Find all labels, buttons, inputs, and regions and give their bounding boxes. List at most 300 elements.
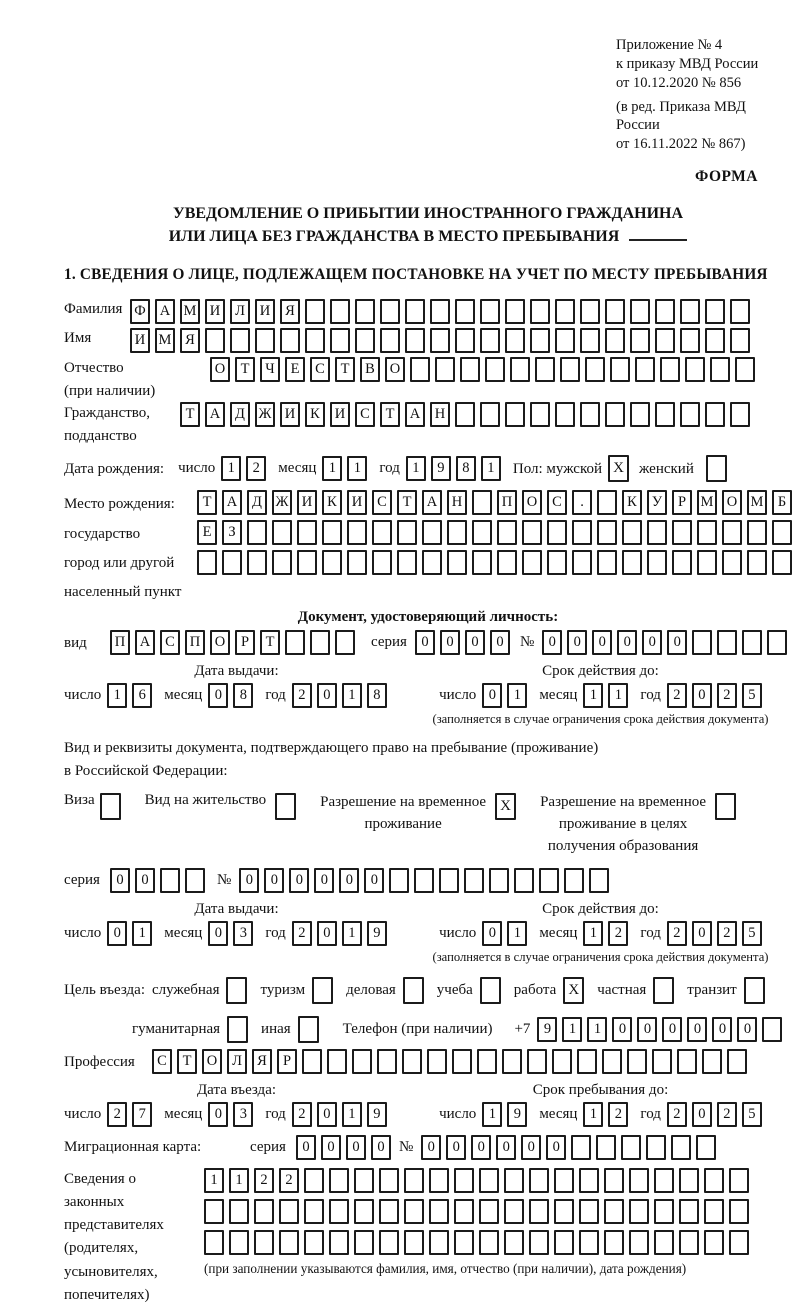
valid-month-cell[interactable]: 1 <box>583 683 603 708</box>
r-valid-year-cell[interactable]: 0 <box>692 921 712 946</box>
representatives-cell[interactable] <box>704 1168 724 1193</box>
stay-month-cell[interactable]: 1 <box>583 1102 603 1127</box>
doc-kind-cell[interactable]: С <box>160 630 180 655</box>
r-valid-year-cell[interactable]: 2 <box>667 921 687 946</box>
birthplace-cell[interactable] <box>522 550 542 575</box>
birthplace-cell[interactable] <box>272 550 292 575</box>
birthplace-cell[interactable] <box>247 520 267 545</box>
representatives-cell[interactable] <box>329 1168 349 1193</box>
birthplace-cell[interactable] <box>622 550 642 575</box>
firstname-cell[interactable] <box>430 328 450 353</box>
representatives-cell[interactable] <box>329 1199 349 1224</box>
doc-number-cell[interactable] <box>742 630 762 655</box>
representatives-cell[interactable] <box>229 1230 249 1255</box>
birthplace-cell[interactable] <box>397 520 417 545</box>
purpose-work-checkbox[interactable]: X <box>563 977 584 1004</box>
citizenship-cell[interactable] <box>480 402 500 427</box>
profession-cell[interactable] <box>627 1049 647 1074</box>
migration-number-cell[interactable]: 0 <box>521 1135 541 1160</box>
birthplace-cell[interactable]: О <box>522 490 542 515</box>
profession-cell[interactable] <box>477 1049 497 1074</box>
representatives-cell[interactable]: 2 <box>279 1168 299 1193</box>
birthplace-cell[interactable]: Ж <box>272 490 292 515</box>
representatives-cell[interactable] <box>579 1230 599 1255</box>
residence-number-cell[interactable] <box>414 868 434 893</box>
residence-number-cell[interactable]: 0 <box>239 868 259 893</box>
birthplace-cell[interactable] <box>697 550 717 575</box>
firstname-cell[interactable] <box>355 328 375 353</box>
birthplace-cell[interactable] <box>697 520 717 545</box>
representatives-cell[interactable] <box>654 1168 674 1193</box>
profession-cell[interactable]: С <box>152 1049 172 1074</box>
entry-year-cell[interactable]: 2 <box>292 1102 312 1127</box>
firstname-cell[interactable] <box>580 328 600 353</box>
profession-cell[interactable]: Л <box>227 1049 247 1074</box>
phone-digit-cell[interactable] <box>762 1017 782 1042</box>
birthplace-cell[interactable]: М <box>747 490 767 515</box>
representatives-cell[interactable] <box>354 1168 374 1193</box>
r-issued-year-cell[interactable]: 0 <box>317 921 337 946</box>
firstname-cell[interactable] <box>680 328 700 353</box>
purpose-official-checkbox[interactable] <box>226 977 247 1004</box>
firstname-cell[interactable] <box>455 328 475 353</box>
phone-digit-cell[interactable]: 0 <box>737 1017 757 1042</box>
surname-cell[interactable] <box>730 299 750 324</box>
birthplace-cell[interactable]: К <box>322 490 342 515</box>
profession-cell[interactable] <box>427 1049 447 1074</box>
doc-kind-cell[interactable]: Т <box>260 630 280 655</box>
representatives-cell[interactable] <box>604 1199 624 1224</box>
residence-number-cell[interactable]: 0 <box>364 868 384 893</box>
r-issued-month-cell[interactable]: 0 <box>208 921 228 946</box>
representatives-cell[interactable] <box>254 1230 274 1255</box>
representatives-cell[interactable] <box>479 1230 499 1255</box>
citizenship-cell[interactable] <box>705 402 725 427</box>
representatives-cell[interactable] <box>529 1199 549 1224</box>
representatives-cell[interactable] <box>729 1230 749 1255</box>
valid-month-cell[interactable]: 1 <box>608 683 628 708</box>
r-valid-day-cell[interactable]: 0 <box>482 921 502 946</box>
birthplace-cell[interactable] <box>747 520 767 545</box>
birthplace-cell[interactable]: Т <box>397 490 417 515</box>
citizenship-cell[interactable] <box>680 402 700 427</box>
surname-cell[interactable] <box>480 299 500 324</box>
birthplace-cell[interactable] <box>672 550 692 575</box>
firstname-cell[interactable]: Я <box>180 328 200 353</box>
citizenship-cell[interactable]: К <box>305 402 325 427</box>
purpose-study-checkbox[interactable] <box>480 977 501 1004</box>
birthplace-cell[interactable]: З <box>222 520 242 545</box>
migration-number-cell[interactable] <box>646 1135 666 1160</box>
birthplace-cell[interactable] <box>722 520 742 545</box>
doc-series-cell[interactable]: 0 <box>415 630 435 655</box>
patronymic-cell[interactable]: В <box>360 357 380 382</box>
birthplace-cell[interactable] <box>447 520 467 545</box>
profession-cell[interactable] <box>702 1049 722 1074</box>
doc-number-cell[interactable]: 0 <box>592 630 612 655</box>
representatives-cell[interactable] <box>479 1199 499 1224</box>
firstname-cell[interactable] <box>280 328 300 353</box>
phone-digit-cell[interactable]: 1 <box>562 1017 582 1042</box>
surname-cell[interactable] <box>430 299 450 324</box>
doc-kind-cell[interactable]: П <box>110 630 130 655</box>
birthplace-cell[interactable] <box>347 550 367 575</box>
valid-year-cell[interactable]: 0 <box>692 683 712 708</box>
birth-year-cell[interactable]: 9 <box>431 456 451 481</box>
birthplace-cell[interactable] <box>622 520 642 545</box>
valid-day-cell[interactable]: 1 <box>507 683 527 708</box>
citizenship-cell[interactable] <box>655 402 675 427</box>
migration-series-cell[interactable]: 0 <box>346 1135 366 1160</box>
profession-cell[interactable]: О <box>202 1049 222 1074</box>
representatives-cell[interactable] <box>529 1168 549 1193</box>
firstname-cell[interactable] <box>730 328 750 353</box>
representatives-cell[interactable] <box>579 1199 599 1224</box>
residence-number-cell[interactable]: 0 <box>339 868 359 893</box>
patronymic-cell[interactable] <box>685 357 705 382</box>
patronymic-cell[interactable]: Ч <box>260 357 280 382</box>
issued-day-cell[interactable]: 1 <box>107 683 127 708</box>
surname-cell[interactable] <box>305 299 325 324</box>
doc-kind-cell[interactable]: Р <box>235 630 255 655</box>
issued-year-cell[interactable]: 1 <box>342 683 362 708</box>
residence-number-cell[interactable] <box>589 868 609 893</box>
doc-kind-cell[interactable] <box>285 630 305 655</box>
phone-digit-cell[interactable]: 0 <box>612 1017 632 1042</box>
profession-cell[interactable] <box>552 1049 572 1074</box>
residence-series-cell[interactable]: 0 <box>135 868 155 893</box>
purpose-tourism-checkbox[interactable] <box>312 977 333 1004</box>
firstname-cell[interactable] <box>555 328 575 353</box>
patronymic-cell[interactable] <box>435 357 455 382</box>
patronymic-cell[interactable] <box>735 357 755 382</box>
birthplace-cell[interactable] <box>497 550 517 575</box>
representatives-cell[interactable] <box>354 1199 374 1224</box>
patronymic-cell[interactable] <box>410 357 430 382</box>
citizenship-cell[interactable]: Н <box>430 402 450 427</box>
surname-cell[interactable] <box>455 299 475 324</box>
surname-cell[interactable] <box>630 299 650 324</box>
phone-digit-cell[interactable]: 0 <box>662 1017 682 1042</box>
birthplace-cell[interactable]: И <box>297 490 317 515</box>
issued-month-cell[interactable]: 0 <box>208 683 228 708</box>
representatives-cell[interactable] <box>429 1199 449 1224</box>
residence-number-cell[interactable]: 0 <box>314 868 334 893</box>
r-valid-month-cell[interactable]: 1 <box>583 921 603 946</box>
profession-cell[interactable] <box>577 1049 597 1074</box>
surname-cell[interactable] <box>655 299 675 324</box>
temp-residence-checkbox[interactable]: X <box>495 793 516 820</box>
birthplace-cell[interactable] <box>497 520 517 545</box>
residence-number-cell[interactable] <box>389 868 409 893</box>
surname-cell[interactable] <box>330 299 350 324</box>
profession-cell[interactable]: Р <box>277 1049 297 1074</box>
migration-number-cell[interactable]: 0 <box>421 1135 441 1160</box>
representatives-cell[interactable] <box>504 1230 524 1255</box>
representatives-cell[interactable] <box>704 1199 724 1224</box>
birthplace-cell[interactable] <box>472 520 492 545</box>
birthplace-cell[interactable]: Т <box>197 490 217 515</box>
surname-cell[interactable] <box>555 299 575 324</box>
birthplace-cell[interactable] <box>522 520 542 545</box>
representatives-cell[interactable] <box>454 1168 474 1193</box>
doc-number-cell[interactable] <box>692 630 712 655</box>
migration-number-cell[interactable] <box>571 1135 591 1160</box>
phone-digit-cell[interactable]: 0 <box>637 1017 657 1042</box>
representatives-cell[interactable] <box>204 1230 224 1255</box>
entry-month-cell[interactable]: 0 <box>208 1102 228 1127</box>
birthplace-cell[interactable] <box>597 490 617 515</box>
citizenship-cell[interactable] <box>605 402 625 427</box>
profession-cell[interactable] <box>452 1049 472 1074</box>
birthplace-cell[interactable] <box>597 550 617 575</box>
r-issued-year-cell[interactable]: 9 <box>367 921 387 946</box>
patronymic-cell[interactable] <box>585 357 605 382</box>
birthplace-cell[interactable] <box>472 490 492 515</box>
citizenship-cell[interactable] <box>505 402 525 427</box>
surname-cell[interactable]: И <box>255 299 275 324</box>
firstname-cell[interactable] <box>630 328 650 353</box>
surname-cell[interactable]: Я <box>280 299 300 324</box>
representatives-cell[interactable] <box>554 1230 574 1255</box>
birthplace-cell[interactable] <box>297 520 317 545</box>
birthplace-cell[interactable]: А <box>422 490 442 515</box>
representatives-cell[interactable] <box>504 1199 524 1224</box>
profession-cell[interactable] <box>502 1049 522 1074</box>
residence-number-cell[interactable]: 0 <box>289 868 309 893</box>
representatives-cell[interactable] <box>229 1199 249 1224</box>
birthplace-cell[interactable]: Е <box>197 520 217 545</box>
patronymic-cell[interactable] <box>460 357 480 382</box>
birthplace-cell[interactable] <box>272 520 292 545</box>
citizenship-cell[interactable] <box>455 402 475 427</box>
profession-cell[interactable] <box>352 1049 372 1074</box>
residence-series-cell[interactable]: 0 <box>110 868 130 893</box>
birth-month-cell[interactable]: 1 <box>347 456 367 481</box>
stay-month-cell[interactable]: 2 <box>608 1102 628 1127</box>
birthplace-cell[interactable]: К <box>622 490 642 515</box>
entry-day-cell[interactable]: 7 <box>132 1102 152 1127</box>
entry-day-cell[interactable]: 2 <box>107 1102 127 1127</box>
doc-number-cell[interactable]: 0 <box>667 630 687 655</box>
patronymic-cell[interactable]: Е <box>285 357 305 382</box>
birth-day-cell[interactable]: 2 <box>246 456 266 481</box>
birthplace-cell[interactable] <box>722 550 742 575</box>
representatives-cell[interactable] <box>729 1168 749 1193</box>
surname-cell[interactable]: А <box>155 299 175 324</box>
birthplace-cell[interactable] <box>647 550 667 575</box>
birthplace-cell[interactable] <box>322 520 342 545</box>
residence-number-cell[interactable] <box>439 868 459 893</box>
citizenship-cell[interactable] <box>630 402 650 427</box>
r-issued-year-cell[interactable]: 1 <box>342 921 362 946</box>
issued-year-cell[interactable]: 8 <box>367 683 387 708</box>
representatives-cell[interactable] <box>429 1230 449 1255</box>
patronymic-cell[interactable]: Т <box>335 357 355 382</box>
migration-series-cell[interactable]: 0 <box>321 1135 341 1160</box>
representatives-cell[interactable] <box>629 1199 649 1224</box>
representatives-cell[interactable] <box>454 1199 474 1224</box>
surname-cell[interactable] <box>530 299 550 324</box>
firstname-cell[interactable] <box>380 328 400 353</box>
residence-number-cell[interactable] <box>564 868 584 893</box>
r-valid-day-cell[interactable]: 1 <box>507 921 527 946</box>
residence-series-cell[interactable] <box>185 868 205 893</box>
firstname-cell[interactable] <box>655 328 675 353</box>
birthplace-cell[interactable] <box>647 520 667 545</box>
representatives-cell[interactable] <box>379 1199 399 1224</box>
birthplace-cell[interactable]: С <box>372 490 392 515</box>
birth-month-cell[interactable]: 1 <box>322 456 342 481</box>
stay-year-cell[interactable]: 2 <box>667 1102 687 1127</box>
doc-number-cell[interactable] <box>717 630 737 655</box>
doc-kind-cell[interactable]: П <box>185 630 205 655</box>
representatives-cell[interactable] <box>379 1230 399 1255</box>
citizenship-cell[interactable] <box>555 402 575 427</box>
birthplace-cell[interactable] <box>772 520 792 545</box>
residence-number-cell[interactable]: 0 <box>264 868 284 893</box>
representatives-cell[interactable] <box>679 1199 699 1224</box>
sex-female-checkbox[interactable] <box>706 455 727 482</box>
birthplace-cell[interactable] <box>322 550 342 575</box>
doc-kind-cell[interactable] <box>335 630 355 655</box>
entry-month-cell[interactable]: 3 <box>233 1102 253 1127</box>
representatives-cell[interactable] <box>729 1199 749 1224</box>
issued-day-cell[interactable]: 6 <box>132 683 152 708</box>
edu-residence-checkbox[interactable] <box>715 793 736 820</box>
valid-day-cell[interactable]: 0 <box>482 683 502 708</box>
surname-cell[interactable]: Ф <box>130 299 150 324</box>
purpose-other-checkbox[interactable] <box>298 1016 319 1043</box>
representatives-cell[interactable] <box>304 1168 324 1193</box>
surname-cell[interactable] <box>505 299 525 324</box>
r-issued-day-cell[interactable]: 1 <box>132 921 152 946</box>
profession-cell[interactable] <box>402 1049 422 1074</box>
patronymic-cell[interactable]: С <box>310 357 330 382</box>
surname-cell[interactable] <box>580 299 600 324</box>
doc-kind-cell[interactable] <box>310 630 330 655</box>
doc-number-cell[interactable]: 0 <box>617 630 637 655</box>
firstname-cell[interactable] <box>705 328 725 353</box>
firstname-cell[interactable]: М <box>155 328 175 353</box>
r-issued-year-cell[interactable]: 2 <box>292 921 312 946</box>
surname-cell[interactable] <box>380 299 400 324</box>
residence-series-cell[interactable] <box>160 868 180 893</box>
birthplace-cell[interactable] <box>772 550 792 575</box>
phone-digit-cell[interactable]: 1 <box>587 1017 607 1042</box>
r-valid-month-cell[interactable]: 2 <box>608 921 628 946</box>
birthplace-cell[interactable] <box>547 550 567 575</box>
phone-digit-cell[interactable]: 0 <box>687 1017 707 1042</box>
birthplace-cell[interactable]: Р <box>672 490 692 515</box>
birthplace-cell[interactable] <box>222 550 242 575</box>
citizenship-cell[interactable] <box>730 402 750 427</box>
valid-year-cell[interactable]: 2 <box>667 683 687 708</box>
birth-day-cell[interactable]: 1 <box>221 456 241 481</box>
migration-number-cell[interactable]: 0 <box>496 1135 516 1160</box>
birthplace-cell[interactable] <box>372 550 392 575</box>
birthplace-cell[interactable] <box>372 520 392 545</box>
representatives-cell[interactable] <box>604 1230 624 1255</box>
firstname-cell[interactable] <box>305 328 325 353</box>
firstname-cell[interactable] <box>205 328 225 353</box>
representatives-cell[interactable] <box>404 1230 424 1255</box>
birthplace-cell[interactable] <box>472 550 492 575</box>
representatives-cell[interactable] <box>604 1168 624 1193</box>
representatives-cell[interactable] <box>254 1199 274 1224</box>
representatives-cell[interactable] <box>679 1230 699 1255</box>
surname-cell[interactable]: И <box>205 299 225 324</box>
sex-male-checkbox[interactable]: X <box>608 455 629 482</box>
representatives-cell[interactable] <box>579 1168 599 1193</box>
representatives-cell[interactable] <box>529 1230 549 1255</box>
citizenship-cell[interactable]: Д <box>230 402 250 427</box>
doc-number-cell[interactable]: 0 <box>567 630 587 655</box>
entry-year-cell[interactable]: 9 <box>367 1102 387 1127</box>
citizenship-cell[interactable] <box>530 402 550 427</box>
birthplace-cell[interactable]: С <box>547 490 567 515</box>
valid-year-cell[interactable]: 5 <box>742 683 762 708</box>
migration-number-cell[interactable] <box>621 1135 641 1160</box>
citizenship-cell[interactable]: А <box>405 402 425 427</box>
r-issued-day-cell[interactable]: 0 <box>107 921 127 946</box>
birthplace-cell[interactable] <box>747 550 767 575</box>
birthplace-cell[interactable] <box>297 550 317 575</box>
profession-cell[interactable] <box>652 1049 672 1074</box>
surname-cell[interactable]: Л <box>230 299 250 324</box>
doc-number-cell[interactable]: 0 <box>642 630 662 655</box>
stay-year-cell[interactable]: 2 <box>717 1102 737 1127</box>
birthplace-cell[interactable] <box>572 550 592 575</box>
citizenship-cell[interactable]: С <box>355 402 375 427</box>
representatives-cell[interactable] <box>554 1199 574 1224</box>
representatives-cell[interactable] <box>629 1168 649 1193</box>
firstname-cell[interactable] <box>480 328 500 353</box>
representatives-cell[interactable] <box>654 1199 674 1224</box>
doc-kind-cell[interactable]: А <box>135 630 155 655</box>
representatives-cell[interactable] <box>479 1168 499 1193</box>
birthplace-cell[interactable] <box>422 520 442 545</box>
surname-cell[interactable]: М <box>180 299 200 324</box>
phone-digit-cell[interactable]: 9 <box>537 1017 557 1042</box>
surname-cell[interactable] <box>605 299 625 324</box>
birthplace-cell[interactable]: О <box>722 490 742 515</box>
profession-cell[interactable] <box>727 1049 747 1074</box>
citizenship-cell[interactable]: И <box>280 402 300 427</box>
birthplace-cell[interactable]: Б <box>772 490 792 515</box>
birthplace-cell[interactable] <box>247 550 267 575</box>
residence-number-cell[interactable] <box>514 868 534 893</box>
surname-cell[interactable] <box>355 299 375 324</box>
profession-cell[interactable]: Я <box>252 1049 272 1074</box>
firstname-cell[interactable] <box>530 328 550 353</box>
firstname-cell[interactable] <box>505 328 525 353</box>
patronymic-cell[interactable] <box>535 357 555 382</box>
birthplace-cell[interactable]: Д <box>247 490 267 515</box>
doc-series-cell[interactable]: 0 <box>440 630 460 655</box>
stay-year-cell[interactable]: 5 <box>742 1102 762 1127</box>
representatives-cell[interactable] <box>504 1168 524 1193</box>
citizenship-cell[interactable]: А <box>205 402 225 427</box>
patronymic-cell[interactable]: Т <box>235 357 255 382</box>
migration-series-cell[interactable]: 0 <box>296 1135 316 1160</box>
representatives-cell[interactable] <box>679 1168 699 1193</box>
birthplace-cell[interactable] <box>547 520 567 545</box>
purpose-business-checkbox[interactable] <box>403 977 424 1004</box>
representatives-cell[interactable] <box>654 1230 674 1255</box>
entry-year-cell[interactable]: 1 <box>342 1102 362 1127</box>
issued-month-cell[interactable]: 8 <box>233 683 253 708</box>
